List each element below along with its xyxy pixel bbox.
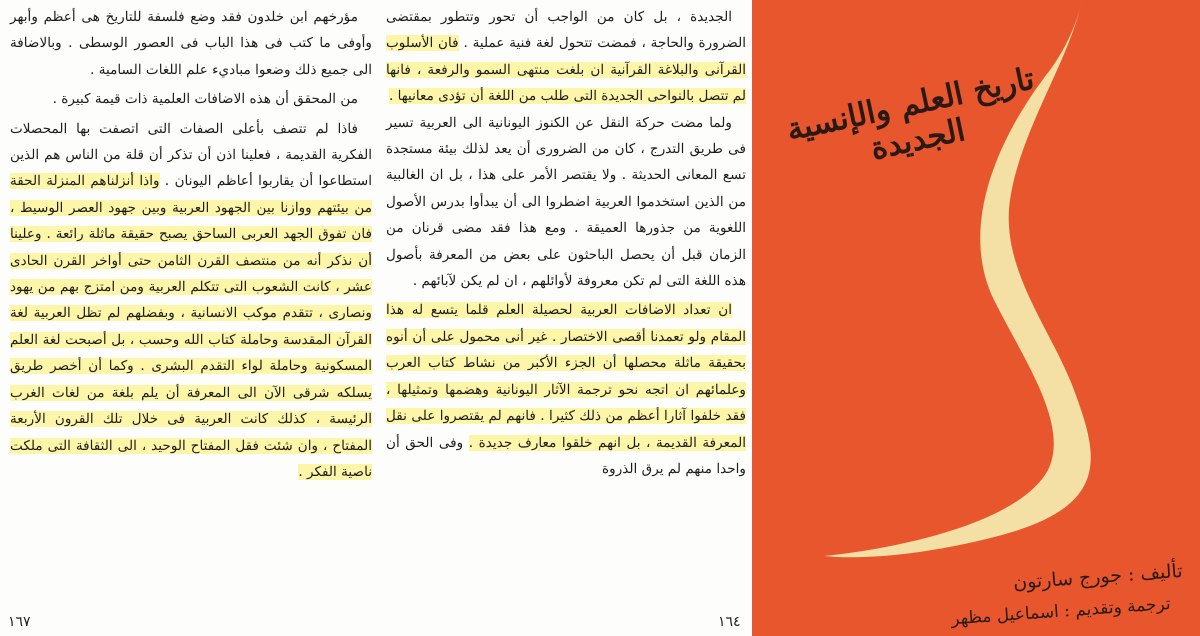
cover-title: تاريخ العلم والإنسية الجديدة <box>783 60 1038 168</box>
paragraph: الجديدة ، بل كان من الواجب أن تحور وتتطور بمقتضى الضرورة والحاجة ، فمضت تتحول لغة فنية عملية . فان الأسلوب القرآنى والبلاغة القرآنية ان بلغت منتهى السمو والرفعة ، فانها لم تتصل بالنواحى الجديدة التى طلب من اللغة أن تؤدى معانيها . <box>386 9 747 105</box>
paragraph: ان تعداد الاضافات العربية لحصيلة العلم قلما يتسع له هذا المقام ولو تعمدنا أقصى الاختصار . غير أنى محمول على أن أنوه بحقيقة ماثلة محصلها أن الجزء الأكبر من نشاط كتاب العرب وعلمائهم ان اتجه نحو ترجمة الآثار اليونانية وهضمها وتمثيلها ، فقد خلفوا آثارا أعظم من ذلك كثيرا . فانهم لم يقتصروا على نقل المعرفة القديمة ، بل انهم خلقوا معارف جديدة . وفى الحق أن واحدا منهم لم يرق الذروة <box>386 302 746 477</box>
middle-page <box>378 0 752 636</box>
left-page-text <box>10 4 372 485</box>
left-page <box>0 0 378 636</box>
middle-page-text <box>386 4 746 482</box>
highlighted-text: فان الأسلوب القرآنى والبلاغة القرآنية ان بلغت منتهى السمو والرفعة ، فانها لم تتصل بالنواحى الجديدة التى طلب من اللغة أن تؤدى معانيها . <box>386 35 746 105</box>
highlighted-text: واذا أنزلناهم المنزلة الحقة من بيئتهم ووازنا بين الجهود العربية وبين جهود العصر الوسيط ، فان تفوق الجهد العربى الساحق يصبح حقيقة ماثلة رائعة . وعلينا أن نذكر أنه من منتصف القرن الثامن حتى أواخر القرن الحادى عشر ، كانت الشعوب التى تتكلم العربية ومن امتزج بهم من يهود ونصارى ، تتقدم موكب الانسانية ، وبفضلهم لم تظل العربية لغة القرآن المقدسة وحاملة كتاب الله وحسب ، بل أصبحت لغة العلم المسكونية وحاملة لواء التقدم البشرى . وكما أن أخصر طريق يسلكه شرقى الآن الى المعرفة أن يلم بلغة من لغات الغرب الرئيسة ، كذلك كانت العربية فى خلال تلك القرون الأربعة المفتاح ، وان شئت فقل المفتاح الوحيد ، الى الثقافة التى ملكت ناصية الفكر . <box>10 173 372 480</box>
cover-author: تأليف : جورج سارتون <box>1012 560 1184 594</box>
paragraph: فاذا لم تتصف بأعلى الصفات التى اتصفت بها المحصلات الفكرية القديمة ، فعلينا اذن أن تذكر أن قلة من الناس هم الذين استطاعوا أن يقاربوا أعاظم اليونان . واذا أنزلناهم المنزلة الحقة من بيئتهم ووازنا بين الجهود العربية وبين جهود العصر الوسيط ، فان تفوق الجهد العربى الساحق يصبح حقيقة ماثلة رائعة . وعلينا أن نذكر أنه من منتصف القرن الثامن حتى أواخر القرن الحادى عشر ، كانت الشعوب التى تتكلم العربية ومن امتزج بهم من يهود ونصارى ، تتقدم موكب الانسانية ، وبفضلهم لم تظل العربية لغة القرآن المقدسة وحاملة كتاب الله وحسب ، بل أصبحت لغة العلم المسكونية وحاملة لواء التقدم البشرى . وكما أن أخصر طريق يسلكه شرقى الآن الى المعرفة أن يلم بلغة من لغات الغرب الرئيسة ، كذلك كانت العربية فى خلال تلك القرون الأربعة المفتاح ، وان شئت فقل المفتاح الوحيد ، الى الثقافة التى ملكت ناصية الفكر . <box>10 120 372 480</box>
page-number: ١٦٧ <box>8 614 31 630</box>
paragraph: من المحقق أن هذه الاضافات العلمية ذات قيمة كبيرة . <box>52 91 358 108</box>
paragraph: مؤرخهم ابن خلدون فقد وضع فلسفة للتاريخ هى أعظم وأبهر وأوفى ما كتب فى هذا الباب فى العصور الوسطى . وبالاضافة الى جميع ذلك وضعوا مباديء علم اللغات السامية . <box>10 9 372 78</box>
page-number: ١٦٤ <box>718 614 741 630</box>
cover-translator: ترجمة وتقديم : اسماعيل مظهر <box>950 594 1172 630</box>
highlighted-text: ان تعداد الاضافات العربية لحصيلة العلم قلما يتسع له هذا المقام ولو تعمدنا أقصى الاختصار . غير أنى محمول على أن أنوه بحقيقة ماثلة محصلها أن الجزء الأكبر من نشاط كتاب العرب وعلمائهم ان اتجه نحو ترجمة الآثار اليونانية وهضمها وتمثيلها ، فقد خلفوا آثارا أعظم من ذلك كثيرا . فانهم لم يقتصروا على نقل المعرفة القديمة ، بل انهم خلقوا معارف جديدة . <box>386 302 746 451</box>
book-cover <box>752 0 1200 636</box>
paragraph: ولما مضت حركة النقل عن الكنوز اليونانية الى العربية تسير فى طريق التدرج ، كان من الضرورى أن يعد لذلك بيئة مستجدة تسع المعانى الحديثة . ولا يقتصر الأمر على هذا ، بل ان الغالبية من الذين استخدموا العربية اضطروا الى أن يبدأوا بدرس الأصول اللغوية من جذورها العميقة . ومع هذا فقد مضى قرنان من الزمان قبل أن يحصل الباحثون على بعض من المعرفة بأصول هذه اللغة التى لم تكن معروفة لأوائلهم ، ان لم يكن لآبائهم . <box>386 114 746 290</box>
